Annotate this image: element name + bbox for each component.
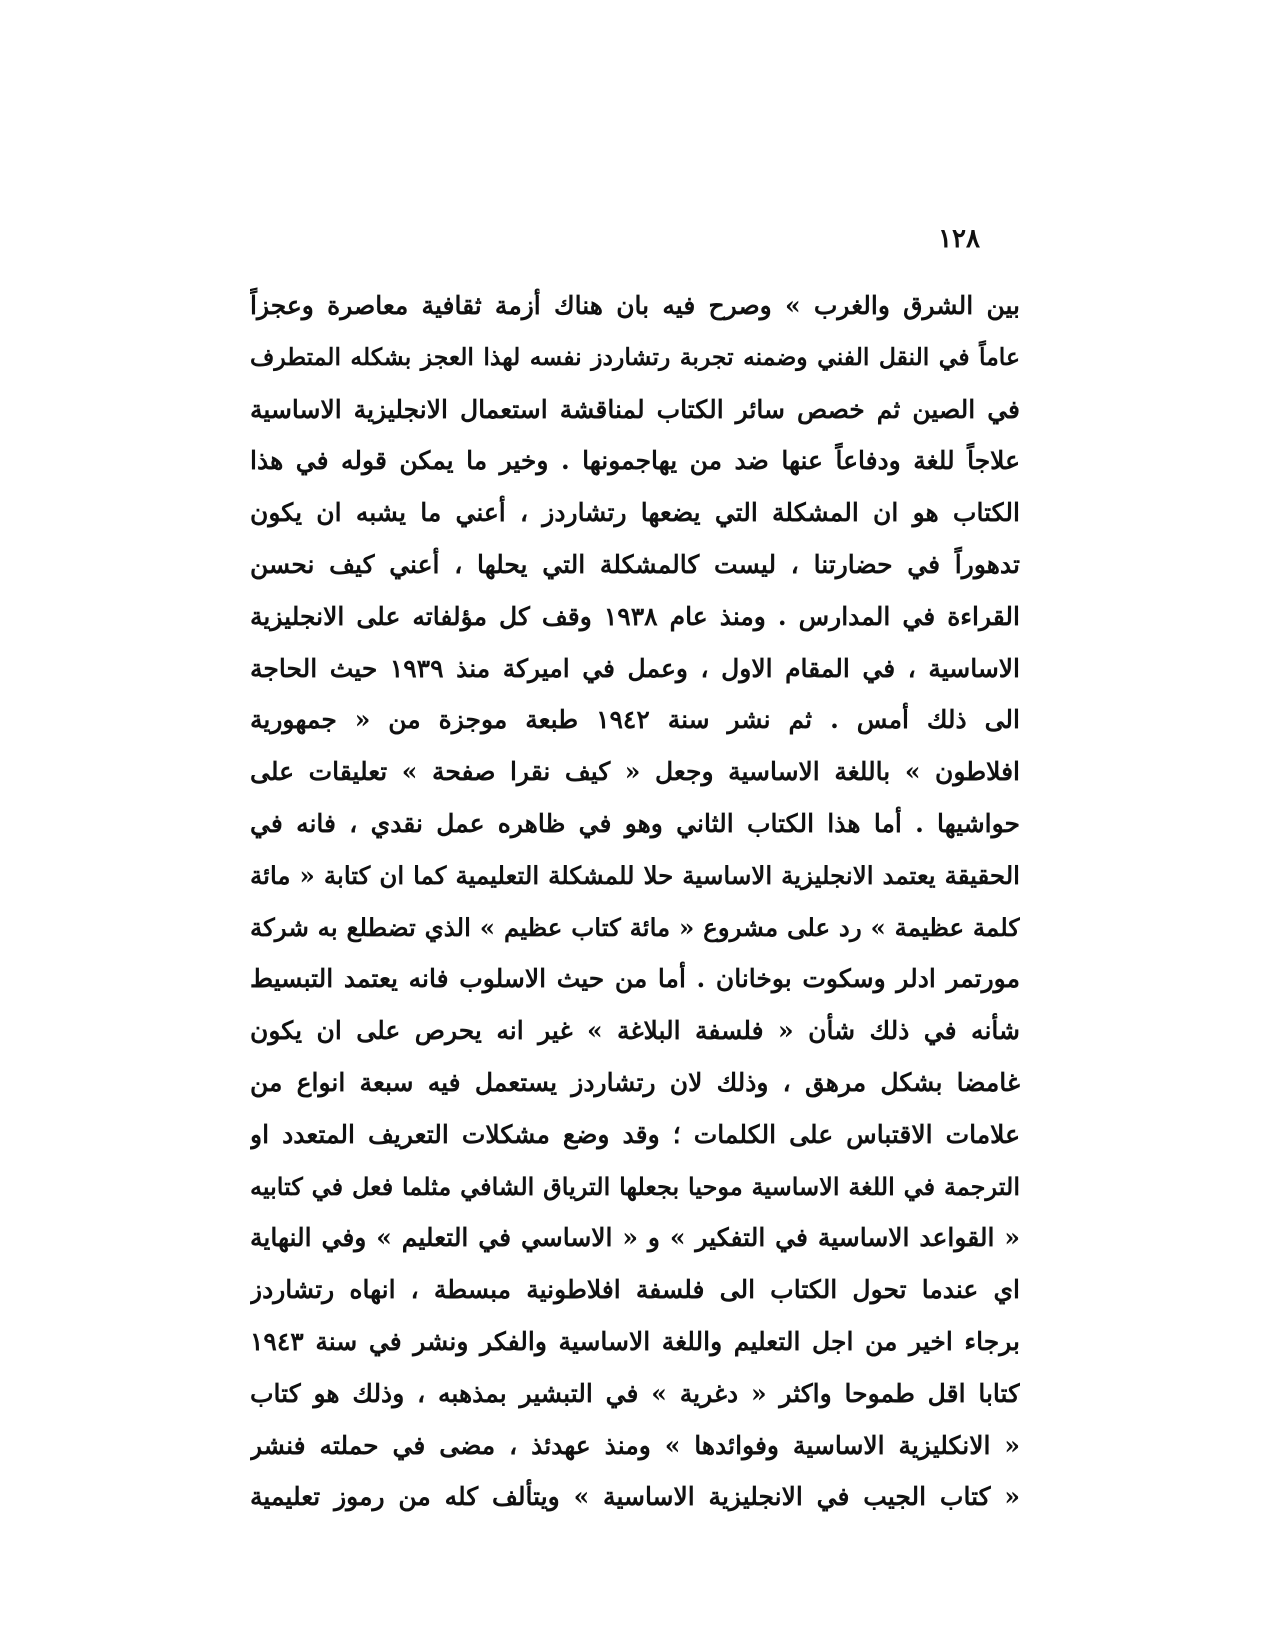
text-line: تدهوراً في حضارتنا ، ليست كالمشكلة التي يحلها ، أعني كيف نحسن	[250, 549, 1020, 579]
text-line: شأنه في ذلك شأن « فلسفة البلاغة » غير انه يحرص على ان يكون	[250, 1016, 1020, 1046]
text-line: بين الشرق والغرب » وصرح فيه بان هناك أزمة ثقافية معاصرة وعجزاً	[250, 291, 1020, 320]
text-line: اي عندما تحول الكتاب الى فلسفة افلاطونية مبسطة ، انهاه رتشاردز	[250, 1275, 1020, 1305]
text-line: القراءة في المدارس . ومنذ عام ١٩٣٨ وقف كل مؤلفاته على الانجليزية	[250, 601, 1020, 631]
text-line: برجاء اخير من اجل التعليم واللغة الاساسية والفكر ونشر في سنة ١٩٤٣	[250, 1326, 1020, 1356]
text-line: افلاطون » باللغة الاساسية وجعل « كيف نقرا صفحة » تعليقات على	[250, 757, 1020, 787]
text-line: الكتاب هو ان المشكلة التي يضعها رتشاردز ، أعني ما يشبه ان يكون	[250, 498, 1020, 528]
text-line: مورتمر ادلر وسكوت بوخانان . أما من حيث الاسلوب فانه يعتمد التبسيط	[250, 964, 1020, 994]
text-line: عاماً في النقل الفني وضمنه تجربة رتشاردز نفسه لهذا العجز بشكله المتطرف	[250, 342, 1020, 371]
body-text	[250, 280, 1020, 1523]
text-line: « كتاب الجيب في الانجليزية الاساسية » ويتألف كله من رموز تعليمية	[250, 1482, 1020, 1512]
text-line: غامضا بشكل مرهق ، وذلك لان رتشاردز يستعمل فيه سبعة انواع من	[250, 1067, 1020, 1097]
text-line: « الانكليزية الاساسية وفوائدها » ومنذ عهدئذ ، مضى في حملته فنشر	[250, 1430, 1020, 1460]
text-line: علاجاً للغة ودفاعاً عنها ضد من يهاجمونها . وخير ما يمكن قوله في هذا	[250, 446, 1020, 476]
text-line: الحقيقة يعتمد الانجليزية الاساسية حلا للمشكلة التعليمية كما ان كتابة « مائة	[250, 860, 1020, 890]
text-line: « القواعد الاساسية في التفكير » و « الاساسي في التعليم » وفي النهاية	[250, 1223, 1020, 1253]
text-line: علامات الاقتباس على الكلمات ؛ وقد وضع مشكلات التعريف المتعدد او	[250, 1119, 1020, 1149]
text-line: حواشيها . أما هذا الكتاب الثاني وهو في ظاهره عمل نقدي ، فانه في	[250, 808, 1020, 838]
text-line: الاساسية ، في المقام الاول ، وعمل في اميركة منذ ١٩٣٩ حيث الحاجة	[250, 653, 1020, 683]
text-line: كتابا اقل طموحا واكثر « دغرية » في التبشير بمذهبه ، وذلك هو كتاب	[250, 1378, 1020, 1408]
text-line: الترجمة في اللغة الاساسية موحيا بجعلها الترياق الشافي مثلما فعل في كتابيه	[250, 1171, 1020, 1201]
text-line: في الصين ثم خصص سائر الكتاب لمناقشة استعمال الانجليزية الاساسية	[250, 394, 1020, 424]
text-line: كلمة عظيمة » رد على مشروع « مائة كتاب عظيم » الذي تضطلع به شركة	[250, 912, 1020, 942]
page-number: ١٢٨	[938, 224, 980, 254]
text-line: الى ذلك أمس . ثم نشر سنة ١٩٤٢ طبعة موجزة من « جمهورية	[250, 705, 1020, 735]
